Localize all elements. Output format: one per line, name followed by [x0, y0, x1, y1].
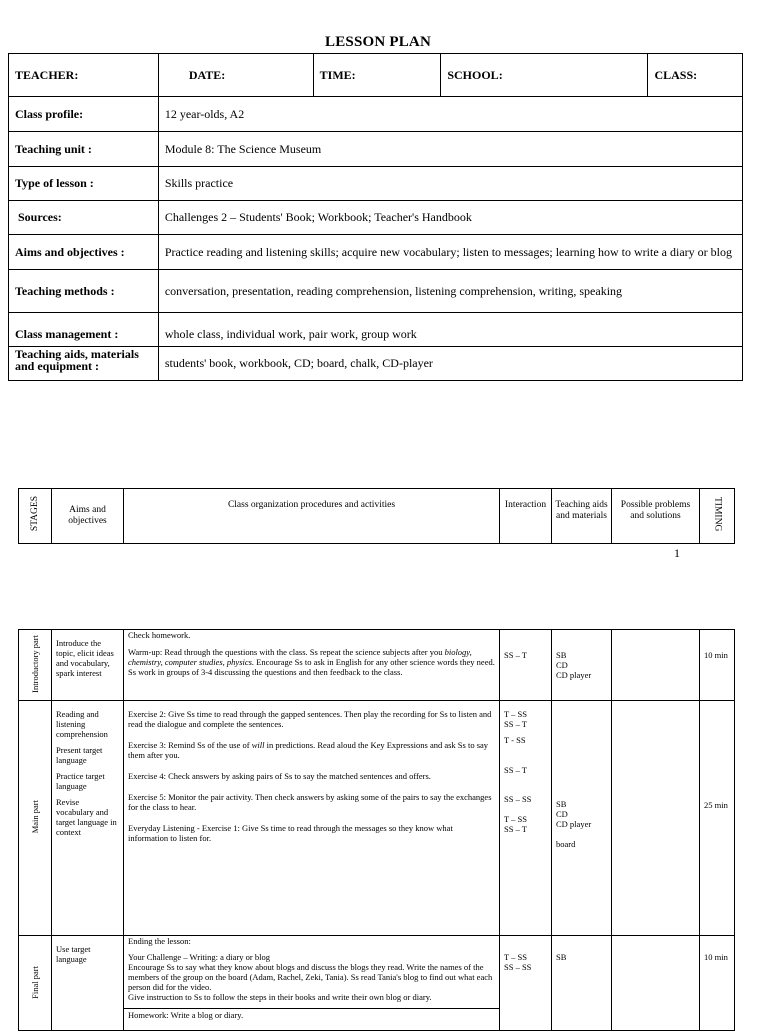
teacher-label: TEACHER: — [9, 54, 159, 97]
intro-activities: Check homework. Warm-up: Read through the questions with the class. Ss repeat the science subjects after you biology, chemistry, computer studies, physics. Encourage Ss to ask in English for any other science words they need. Ss work in groups of 3-4 discussing the questions and then feedback to the class. — [124, 630, 500, 701]
intro-interaction: SS – T — [500, 630, 552, 701]
intro-aids: SB CD CD player — [552, 630, 612, 701]
profile-label: Class profile: — [9, 97, 159, 132]
time-label: TIME: — [313, 54, 441, 97]
school-label: SCHOOL: — [441, 54, 648, 97]
main-problems — [612, 701, 700, 936]
final-aims: Use target language — [52, 936, 124, 1031]
page-number: 1 — [674, 546, 680, 560]
intro-timing: 10 min — [700, 630, 735, 701]
methods-value: conversation, presentation, reading comprehension, listening comprehension, writing, speaking — [158, 270, 742, 313]
aims-value: Practice reading and listening skills; acquire new vocabulary; listen to messages; learning how to write a diary or blog — [158, 235, 742, 270]
aids-label: Teaching aids, materials and equipment : — [9, 347, 159, 381]
aims-header: Aims and objectives — [52, 489, 124, 544]
main-activities: Exercise 2: Give Ss time to read through the gapped sentences. Then play the recording for Ss to listen and read the dialogue and complete the sentences. Exercise 3: Remind Ss of the use of will in predictions. Read aloud the Key Expressions and ask Ss to say them after you. Exercise 4: Check answers by asking pairs of Ss to say the matched sentences and offers. Exercise 5: Monitor the pair activity. Then check answers by asking some of the pairs to say the exchanges for the class to hear. Everyday Listening - Exercise 1: Give Ss time to read through the messages so they know what information to listen for. — [124, 701, 500, 936]
timing-header: TIMING — [700, 489, 735, 544]
unit-label: Teaching unit : — [9, 132, 159, 167]
lesson-header-table — [8, 53, 743, 381]
problems-header: Possible problems and solutions — [612, 489, 700, 544]
aids-value: students' book, workbook, CD; board, chalk, CD-player — [158, 347, 742, 381]
page-title: LESSON PLAN — [325, 34, 431, 50]
stage-row-intro — [19, 630, 735, 701]
stages-header: STAGES — [19, 489, 52, 544]
final-activities: Ending the lesson: Your Challenge – Writing: a diary or blog Encourage Ss to say what they know about blogs and discuss the blogs they read. Write the names of the members of the group on the board (Adam, Rachel, Zeki, Tania). Ss read Tania's blog to find out what each person did for the video. Give instruction to Ss to follow the steps in their books and write their own blog or diary. Homework: Write a blog or diary. — [124, 936, 500, 1031]
stage-intro: Introductory part — [19, 630, 52, 701]
sources-label: Sources: — [9, 201, 159, 235]
class-label: CLASS: — [648, 54, 743, 97]
procedures-header: Class organization procedures and activities — [124, 489, 500, 544]
stage-main: Main part — [19, 701, 52, 936]
aims-label: Aims and objectives : — [9, 235, 159, 270]
lesson-stages-table — [18, 629, 735, 1031]
stage-row-final — [19, 936, 735, 1031]
final-interaction: T – SS SS – SS — [500, 936, 552, 1031]
aids-materials-header: Teaching aids and materials — [552, 489, 612, 544]
main-aids: SB CD CD player board — [552, 701, 612, 936]
management-value: whole class, individual work, pair work, group work — [158, 313, 742, 347]
intro-problems — [612, 630, 700, 701]
unit-value: Module 8: The Science Museum — [158, 132, 742, 167]
stage-final: Final part — [19, 936, 52, 1031]
main-aims: Reading and listening comprehension Present target language Practice target language Revise vocabulary and target language in context — [52, 701, 124, 936]
lesson-type-value: Skills practice — [158, 167, 742, 201]
intro-aims: Introduce the topic, elicit ideas and vocabulary, spark interest — [52, 630, 124, 701]
methods-label: Teaching methods : — [9, 270, 159, 313]
stage-row-main — [19, 701, 735, 936]
interaction-header: Interaction — [500, 489, 552, 544]
final-problems — [612, 936, 700, 1031]
lesson-type-label: Type of lesson : — [9, 167, 159, 201]
sources-value: Challenges 2 – Students' Book; Workbook; Teacher's Handbook — [158, 201, 742, 235]
date-label: DATE: — [158, 54, 313, 97]
management-label: Class management : — [9, 313, 159, 347]
homework-text: Homework: Write a blog or diary. — [124, 1008, 499, 1020]
main-interaction: T – SS SS – T T - SS SS – T SS – SS T – SS SS – T — [500, 701, 552, 936]
final-timing: 10 min — [700, 936, 735, 1031]
profile-value: 12 year-olds, A2 — [158, 97, 742, 132]
final-aids: SB — [552, 936, 612, 1031]
main-timing: 25 min — [700, 701, 735, 936]
stages-header-table — [18, 488, 735, 544]
